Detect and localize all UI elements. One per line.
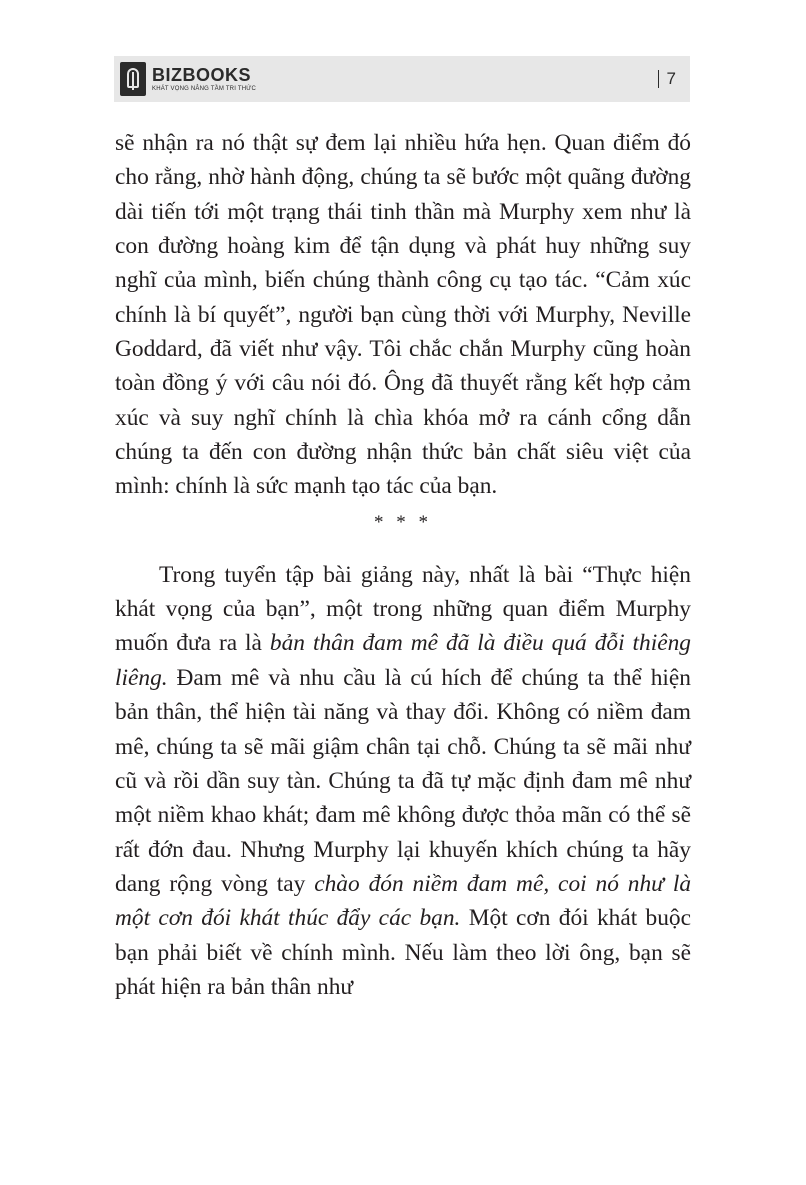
logo-name: BIZBOOKS <box>152 64 252 85</box>
paragraph-2-emphasis-1: bản thân đam mê đã là điều quá đỗi thiêng liêng. <box>115 630 691 691</box>
page-number-area <box>658 56 676 102</box>
paragraph-2-emphasis-2: chào đón niềm đam mê, coi nó như là một cơn đói khát thúc đẩy các bạn. <box>115 870 692 932</box>
page-number: 7 <box>666 69 676 88</box>
paragraph-2-text-c: Một cơn đói khát buộc bạn phải biết về chính mình. Nếu làm theo lời ông, bạn sẽ phát hiện ra bản thân như <box>115 905 691 1000</box>
book-logo-icon <box>120 62 146 96</box>
page-number-divider <box>658 70 659 88</box>
paragraph-2-text-a: Trong tuyển tập bài giảng này, nhất là bài “Thực hiện khát vọng của bạn”, một trong những quan điểm Murphy muốn đưa ra là <box>115 561 691 657</box>
page-header <box>114 56 690 102</box>
paragraph-2-text-b: Đam mê và nhu cầu là cú hích để chúng ta thể hiện bản thân, thể hiện tài năng và thay đổi. Không có niềm đam mê, chúng ta sẽ mãi giậm chân tại chỗ. Chúng ta sẽ mãi như cũ và rồi dần suy tàn. Chúng ta đã tự mặc định đam mê như một niềm khao khát; đam mê không được thỏa mãn có thể sẽ rất đớn đau. Nhưng Murphy lại khuyến khích chúng ta hãy dang rộng vòng tay <box>115 664 691 897</box>
paragraph-2 <box>115 558 691 1004</box>
paragraph-1: sẽ nhận ra nó thật sự đem lại nhiều hứa hẹn. Quan điểm đó cho rằng, nhờ hành động, chúng ta sẽ bước một quãng đường dài tiến tới một trạng thái tinh thần mà Murphy xem như là con đường hoàng kim để tận dụng và phát huy những suy nghĩ của mình, biến chúng thành công cụ tạo tác. “Cảm xúc chính là bí quyết”, người bạn cùng thời với Murphy, Neville Goddard, đã viết như vậy. Tôi chắc chắn Murphy cũng hoàn toàn đồng ý với câu nói đó. Ông đã thuyết rằng kết hợp cảm xúc và suy nghĩ chính là chìa khóa mở ra cánh cổng dẫn chúng ta đến con đường nhận thức bản chất siêu việt của mình: chính là sức mạnh tạo tác của bạn. <box>115 130 691 500</box>
logo-tagline: KHÁT VỌNG NÂNG TẦM TRI THỨC <box>152 85 257 92</box>
page-body <box>115 126 691 1004</box>
section-separator: * * * <box>374 511 432 533</box>
publisher-logo <box>114 56 256 102</box>
